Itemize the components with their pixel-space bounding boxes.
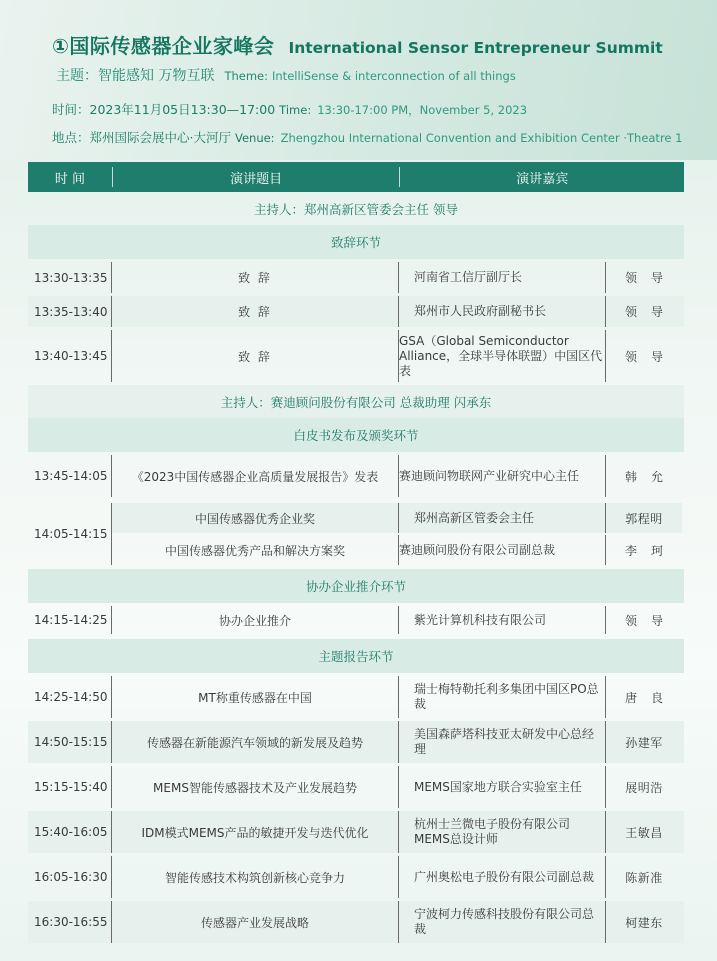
row-speaker-name: 郭程明 [625,511,663,526]
row-time: 14:25-14:50 [28,676,112,718]
award-block [28,503,684,565]
row-speaker-name: 领导 [624,349,677,364]
row-speaker-name: 孙建军 [625,735,663,750]
row-organization: 赛迪顾问股份有限公司副总裁 [399,535,606,565]
row-speaker-name: 领导 [624,305,677,319]
header-banner [0,0,717,160]
award-time: 14:05-14:15 [28,503,112,565]
award-rows [112,503,682,565]
row-speaker-name: 展明浩 [625,780,663,795]
row-topic: 致 辞 [112,262,399,293]
row-topic: 传感器产业发展战略 [112,901,399,943]
time-en-label: Time: [279,103,312,117]
col-header-time: 时 间 [54,171,85,187]
host-line-1: 主持人：郑州高新区管委会主任 领导 [254,201,458,217]
table-row [28,856,684,898]
row-topic: 中国传感器优秀产品和解决方案奖 [112,535,399,565]
row-topic: 《2023中国传感器企业高质量发展报告》发表 [112,455,399,497]
col-header-topic: 演讲题目 [230,171,283,187]
row-speaker-name: 领导 [624,271,677,285]
table-row [28,330,684,382]
row-speaker-name: 柯建东 [625,915,663,930]
row-organization: 郑州市人民政府副秘书长 [399,296,606,327]
row-time: 15:15-15:40 [28,766,112,808]
row-time: 13:40-13:45 [28,330,112,382]
time-en-value: 13:30-17:00 PM，November 5, 2023 [317,103,528,117]
row-speaker-name: 唐良 [624,690,677,705]
page-title-en: International Sensor Entrepreneur Summit [288,39,663,57]
agenda-table [28,162,684,946]
section-cohost: 协办企业推介环节 [28,569,684,603]
theme-line [56,65,516,85]
row-speaker-name: 韩允 [624,469,677,484]
row-topic: 协办企业推介 [112,606,399,634]
section-whitepaper: 白皮书发布及颁奖环节 [28,418,684,452]
table-row [28,606,684,634]
row-topic: IDM模式MEMS产品的敏捷开发与迭代优化 [112,811,399,853]
row-topic: 中国传感器优秀企业奖 [112,503,399,533]
table-row [28,676,684,718]
table-row [112,535,682,565]
theme-en-value: IntelliSense & interconnection of all things [272,69,516,83]
row-organization: GSA（Global Semiconductor Alliance，全球半导体联盟）中国区代表 [399,330,606,382]
row-time: 13:35-13:40 [28,296,112,327]
row-topic: 致 辞 [112,296,399,327]
row-organization: MEMS国家地方联合实验室主任 [399,766,606,808]
row-organization: 宁波柯力传感科技股份有限公司总裁 [399,901,606,943]
location-en-value: Zhengzhou International Convention and Exhibition Center ·Theatre 1 [280,131,683,145]
row-time: 14:15-14:25 [28,606,112,634]
row-organization: 杭州士兰微电子股份有限公司MEMS总设计师 [399,811,606,853]
time-line [52,100,527,118]
row-topic: MT称重传感器在中国 [112,676,399,718]
row-speaker-name: 领导 [624,613,677,628]
row-organization: 美国森萨塔科技亚太研发中心总经理 [399,721,606,763]
row-topic: 致 辞 [112,330,399,382]
table-row [28,766,684,808]
page-title: ①国际传感器企业家峰会 [52,34,275,58]
rows-opening [28,262,684,385]
section-opening: 致辞环节 [28,225,684,259]
rows-cohost [28,606,684,637]
table-row [28,455,684,497]
location-en-label: Venue: [234,131,275,145]
row-time: 16:30-16:55 [28,901,112,943]
section-keynote: 主题报告环节 [28,639,684,673]
theme-en-label: Theme: [224,69,268,83]
host-line-2: 主持人：赛迪顾问股份有限公司 总裁助理 闪承东 [28,385,684,418]
location-line [52,128,682,146]
row-organization: 郑州高新区管委会主任 [399,503,606,533]
row-topic: 传感器在新能源汽车领域的新发展及趋势 [112,721,399,763]
row-time: 13:30-13:35 [28,262,112,293]
row-organization: 瑞士梅特勒托利多集团中国区PO总裁 [399,676,606,718]
theme-cn: 主题：智能感知 万物互联 [56,68,215,84]
row-speaker-name: 陈新准 [625,870,663,885]
row-speaker-name: 李珂 [624,543,677,558]
row-topic: MEMS智能传感器技术及产业发展趋势 [112,766,399,808]
table-row [28,901,684,943]
table-row [28,262,684,293]
table-row [28,811,684,853]
col-header-speaker: 演讲嘉宾 [516,171,569,187]
table-row [28,721,684,763]
row-organization: 赛迪顾问物联网产业研究中心主任 [399,455,606,497]
row-time: 16:05-16:30 [28,856,112,898]
row-organization: 河南省工信厅副厅长 [399,262,606,293]
time-cn: 时间：2023年11月05日13:30—17:00 [52,102,276,117]
location-cn: 地点：郑州国际会展中心·大河厅 [52,130,231,145]
rows-whitepaper [28,455,684,503]
row-time: 14:50-15:15 [28,721,112,763]
table-row [112,503,682,533]
row-topic: 智能传感技术构筑创新核心竞争力 [112,856,399,898]
table-row [28,296,684,327]
row-speaker-name: 王敏昌 [625,825,663,840]
title-line [52,30,663,59]
row-time: 13:45-14:05 [28,455,112,497]
rows-keynote [28,676,684,946]
table-header [28,162,684,192]
row-organization: 广州奥松电子股份有限公司副总裁 [399,856,606,898]
row-time: 15:40-16:05 [28,811,112,853]
row-organization: 紫光计算机科技有限公司 [399,606,606,634]
